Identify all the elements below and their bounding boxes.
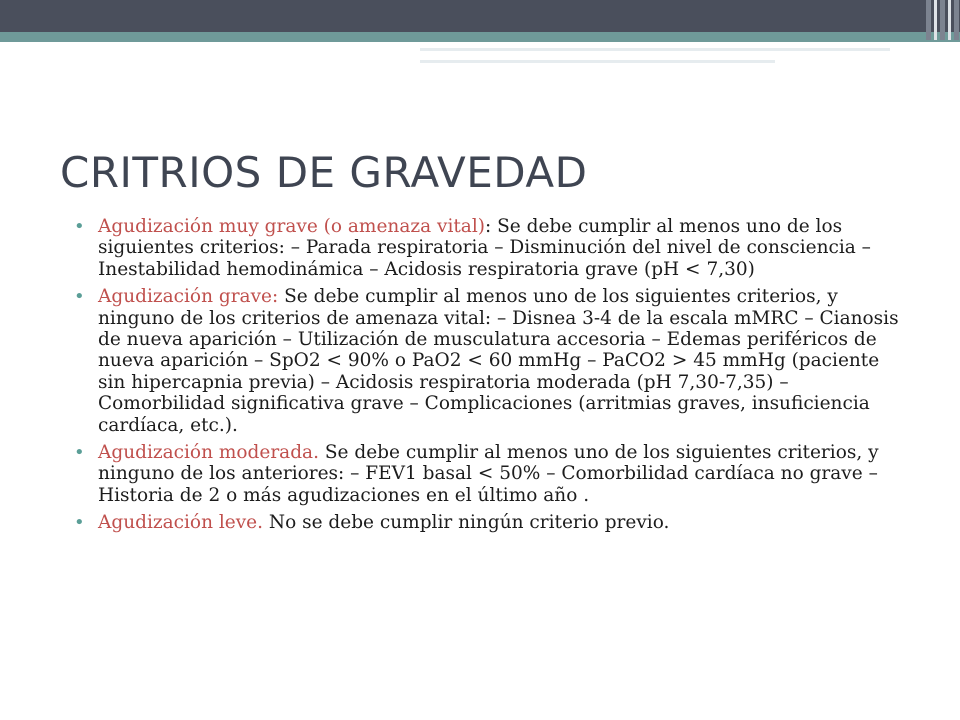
criteria-item-severe bbox=[74, 286, 904, 436]
decorative-strip bbox=[948, 0, 951, 40]
accent-band bbox=[0, 32, 960, 42]
criteria-text: Se debe cumplir al menos uno de los siguientes criterios, y ninguno de los anteriores: – FEV1 basal < 50% – Comorbilidad cardíaca no grave – Historia de 2 o más agudizaciones en el último año . bbox=[98, 442, 879, 506]
decorative-line-lower bbox=[420, 60, 775, 63]
decorative-strip bbox=[954, 0, 959, 40]
criteria-lead: Agudización grave: bbox=[98, 286, 279, 308]
criteria-text: No se debe cumplir ningún criterio previo. bbox=[263, 512, 670, 534]
criteria-text: : Se debe cumplir al menos uno de los siguientes criterios: – Parada respiratoria – Disminución del nivel de consciencia – Inestabilidad hemodinámica – Acidosis respiratoria grave (pH < 7,30) bbox=[98, 216, 871, 280]
decorative-strip bbox=[934, 0, 937, 40]
criteria-list bbox=[74, 216, 904, 540]
bullet-icon: • bbox=[74, 286, 85, 308]
bullet-icon: • bbox=[74, 442, 85, 464]
criteria-item-moderate bbox=[74, 442, 904, 506]
bullet-icon: • bbox=[74, 512, 85, 534]
bullet-icon: • bbox=[74, 216, 85, 237]
criteria-text: Se debe cumplir al menos uno de los siguientes criterios, y ninguno de los criterios de amenaza vital: – Disnea 3-4 de la escala mMRC – Cianosis de nueva aparición – Utilización de musculatura accesoria – Edemas periféricos de nueva aparición – SpO2 < 90% o PaO2 < 60 mmHg – PaCO2 > 45 mmHg (paciente sin hipercapnia previa) – Acidosis respiratoria moderada (pH 7,30-7,35) – Comorbilidad significativa grave – Complicaciones (arritmias graves, insuficiencia cardíaca, etc.). bbox=[98, 286, 899, 436]
decorative-strip bbox=[926, 0, 931, 40]
criteria-item-very-severe bbox=[74, 216, 904, 280]
criteria-lead: Agudización leve. bbox=[98, 512, 264, 534]
slide-title: CRITRIOS DE GRAVEDAD bbox=[60, 148, 588, 197]
decorative-line-upper bbox=[420, 48, 890, 51]
decorative-strip bbox=[940, 0, 945, 40]
top-banner bbox=[0, 0, 960, 32]
criteria-lead: Agudización muy grave (o amenaza vital) bbox=[98, 216, 485, 237]
criteria-item-mild bbox=[74, 512, 904, 533]
criteria-lead: Agudización moderada. bbox=[98, 442, 319, 464]
decorative-strips bbox=[926, 0, 960, 40]
